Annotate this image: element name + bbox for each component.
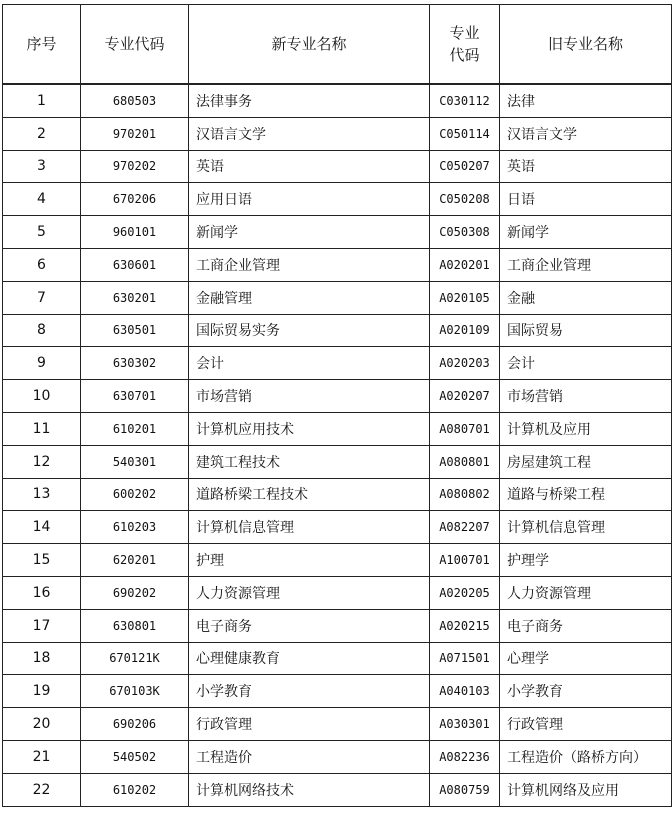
row-number: 16 <box>3 576 81 609</box>
old-major-code-cell: A082207 <box>430 511 500 544</box>
new-major-name-cell: 计算机应用技术 <box>189 412 430 445</box>
new-major-name-cell: 法律事务 <box>189 84 430 117</box>
old-major-code-cell: A080759 <box>430 773 500 806</box>
row-number: 22 <box>3 773 81 806</box>
new-major-name-cell: 小学教育 <box>189 675 430 708</box>
table-row <box>3 478 672 511</box>
old-major-name-cell: 小学教育 <box>500 675 672 708</box>
row-number: 8 <box>3 314 81 347</box>
new-major-name-cell: 汉语言文学 <box>189 117 430 150</box>
major-code-cell: 680503 <box>81 84 189 117</box>
new-major-name-cell: 工程造价 <box>189 740 430 773</box>
old-major-code-cell: C050208 <box>430 183 500 216</box>
old-major-code-cell: A020105 <box>430 281 500 314</box>
table-row <box>3 314 672 347</box>
old-major-name-cell: 计算机网络及应用 <box>500 773 672 806</box>
new-major-name-cell: 国际贸易实务 <box>189 314 430 347</box>
row-number: 18 <box>3 642 81 675</box>
new-major-name-cell: 市场营销 <box>189 380 430 413</box>
old-major-name-cell: 工商企业管理 <box>500 248 672 281</box>
row-number: 6 <box>3 248 81 281</box>
table-row <box>3 609 672 642</box>
old-major-code-cell: C050308 <box>430 216 500 249</box>
table-header <box>3 5 672 85</box>
major-code-cell: 960101 <box>81 216 189 249</box>
new-major-name-cell: 金融管理 <box>189 281 430 314</box>
old-major-code-cell: A020207 <box>430 380 500 413</box>
new-major-name-cell: 心理健康教育 <box>189 642 430 675</box>
major-code-cell: 630501 <box>81 314 189 347</box>
old-major-code-cell: A020201 <box>430 248 500 281</box>
header-old-major-code <box>430 5 500 85</box>
header-old-code-line2: 代码 <box>449 46 480 64</box>
table-row <box>3 412 672 445</box>
table-row <box>3 544 672 577</box>
old-major-code-cell: A082236 <box>430 740 500 773</box>
table-row <box>3 445 672 478</box>
row-number: 17 <box>3 609 81 642</box>
major-code-cell: 970202 <box>81 150 189 183</box>
row-number: 14 <box>3 511 81 544</box>
new-major-name-cell: 电子商务 <box>189 609 430 642</box>
old-major-code-cell: A100701 <box>430 544 500 577</box>
header-seq: 序号 <box>3 5 81 85</box>
old-major-name-cell: 道路与桥梁工程 <box>500 478 672 511</box>
old-major-name-cell: 法律 <box>500 84 672 117</box>
major-code-cell: 690202 <box>81 576 189 609</box>
major-code-cell: 690206 <box>81 708 189 741</box>
row-number: 21 <box>3 740 81 773</box>
table-row <box>3 675 672 708</box>
new-major-name-cell: 会计 <box>189 347 430 380</box>
row-number: 13 <box>3 478 81 511</box>
new-major-name-cell: 行政管理 <box>189 708 430 741</box>
old-major-code-cell: C050114 <box>430 117 500 150</box>
table-row <box>3 642 672 675</box>
new-major-name-cell: 英语 <box>189 150 430 183</box>
major-code-cell: 630701 <box>81 380 189 413</box>
old-major-name-cell: 工程造价（路桥方向） <box>500 740 672 773</box>
old-major-code-cell: C030112 <box>430 84 500 117</box>
major-code-cell: 540301 <box>81 445 189 478</box>
new-major-name-cell: 护理 <box>189 544 430 577</box>
table-row <box>3 380 672 413</box>
row-number: 4 <box>3 183 81 216</box>
new-major-name-cell: 新闻学 <box>189 216 430 249</box>
old-major-code-cell: A020109 <box>430 314 500 347</box>
old-major-code-cell: C050207 <box>430 150 500 183</box>
table-row <box>3 347 672 380</box>
row-number: 20 <box>3 708 81 741</box>
table-row <box>3 117 672 150</box>
old-major-code-cell: A040103 <box>430 675 500 708</box>
old-major-code-cell: A071501 <box>430 642 500 675</box>
row-number: 2 <box>3 117 81 150</box>
table-row <box>3 773 672 806</box>
header-new-major-name: 新专业名称 <box>189 5 430 85</box>
table-row <box>3 511 672 544</box>
major-code-cell: 670121K <box>81 642 189 675</box>
major-code-cell: 600202 <box>81 478 189 511</box>
major-code-cell: 610202 <box>81 773 189 806</box>
old-major-code-cell: A080801 <box>430 445 500 478</box>
new-major-name-cell: 人力资源管理 <box>189 576 430 609</box>
row-number: 15 <box>3 544 81 577</box>
row-number: 1 <box>3 84 81 117</box>
new-major-name-cell: 工商企业管理 <box>189 248 430 281</box>
old-major-name-cell: 人力资源管理 <box>500 576 672 609</box>
old-major-name-cell: 电子商务 <box>500 609 672 642</box>
table-row <box>3 150 672 183</box>
row-number: 11 <box>3 412 81 445</box>
major-code-cell: 630601 <box>81 248 189 281</box>
table-row <box>3 740 672 773</box>
old-major-name-cell: 汉语言文学 <box>500 117 672 150</box>
table-row <box>3 216 672 249</box>
major-mapping-table <box>2 4 672 807</box>
major-code-cell: 610203 <box>81 511 189 544</box>
row-number: 5 <box>3 216 81 249</box>
old-major-name-cell: 国际贸易 <box>500 314 672 347</box>
new-major-name-cell: 计算机信息管理 <box>189 511 430 544</box>
row-number: 3 <box>3 150 81 183</box>
row-number: 7 <box>3 281 81 314</box>
row-number: 19 <box>3 675 81 708</box>
major-code-cell: 670206 <box>81 183 189 216</box>
major-code-cell: 630201 <box>81 281 189 314</box>
table-row <box>3 576 672 609</box>
old-major-name-cell: 新闻学 <box>500 216 672 249</box>
major-code-cell: 620201 <box>81 544 189 577</box>
old-major-name-cell: 计算机信息管理 <box>500 511 672 544</box>
table-row <box>3 281 672 314</box>
major-code-cell: 630302 <box>81 347 189 380</box>
old-major-code-cell: A020205 <box>430 576 500 609</box>
old-major-name-cell: 日语 <box>500 183 672 216</box>
old-major-name-cell: 房屋建筑工程 <box>500 445 672 478</box>
old-major-name-cell: 护理学 <box>500 544 672 577</box>
old-major-name-cell: 金融 <box>500 281 672 314</box>
header-major-code: 专业代码 <box>81 5 189 85</box>
new-major-name-cell: 建筑工程技术 <box>189 445 430 478</box>
table-row <box>3 183 672 216</box>
new-major-name-cell: 计算机网络技术 <box>189 773 430 806</box>
header-old-code-line1: 专业 <box>449 24 480 42</box>
old-major-name-cell: 行政管理 <box>500 708 672 741</box>
new-major-name-cell: 应用日语 <box>189 183 430 216</box>
major-code-cell: 970201 <box>81 117 189 150</box>
old-major-name-cell: 市场营销 <box>500 380 672 413</box>
row-number: 9 <box>3 347 81 380</box>
header-row <box>3 5 672 85</box>
old-major-name-cell: 会计 <box>500 347 672 380</box>
table-row <box>3 708 672 741</box>
table-row <box>3 84 672 117</box>
old-major-code-cell: A020203 <box>430 347 500 380</box>
table-row <box>3 248 672 281</box>
old-major-name-cell: 英语 <box>500 150 672 183</box>
major-code-cell: 670103K <box>81 675 189 708</box>
old-major-name-cell: 心理学 <box>500 642 672 675</box>
major-code-cell: 610201 <box>81 412 189 445</box>
old-major-name-cell: 计算机及应用 <box>500 412 672 445</box>
old-major-code-cell: A080701 <box>430 412 500 445</box>
old-major-code-cell: A020215 <box>430 609 500 642</box>
major-code-cell: 540502 <box>81 740 189 773</box>
old-major-code-cell: A030301 <box>430 708 500 741</box>
row-number: 12 <box>3 445 81 478</box>
row-number: 10 <box>3 380 81 413</box>
new-major-name-cell: 道路桥梁工程技术 <box>189 478 430 511</box>
old-major-code-cell: A080802 <box>430 478 500 511</box>
header-old-major-name: 旧专业名称 <box>500 5 672 85</box>
table-body <box>3 84 672 806</box>
major-code-cell: 630801 <box>81 609 189 642</box>
